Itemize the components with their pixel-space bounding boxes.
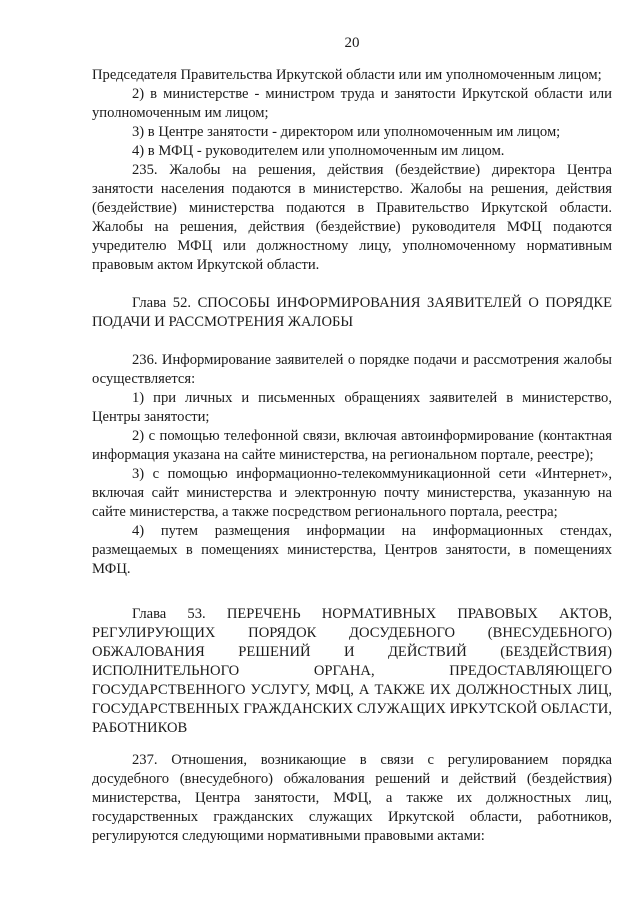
chapter-53 xyxy=(92,605,612,846)
chapter-52-body xyxy=(92,351,612,579)
chapter-52 xyxy=(92,294,612,579)
chapter-53-heading: Глава 53. ПЕРЕЧЕНЬ НОРМАТИВНЫХ ПРАВОВЫХ АКТОВ, РЕГУЛИРУЮЩИХ ПОРЯДОК ДОСУДЕБНОГО (ВНЕСУДЕБНОГО) ОБЖАЛОВАНИЯ РЕШЕНИЙ И ДЕЙСТВИЙ (БЕЗДЕЙСТВИЯ) ИСПОЛНИТЕЛЬНОГО ОРГАНА, ПРЕДОСТАВЛЯЮЩЕГО ГОСУДАРСТВЕННОГО УСЛУГУ, МФЦ, А ТАКЖЕ ИХ ДОЛЖНОСТНЫХ ЛИЦ, ГОСУДАРСТВЕННЫХ ГРАЖДАНСКИХ СЛУЖАЩИХ ИРКУТСКОЙ ОБЛАСТИ, РАБОТНИКОВ xyxy=(92,606,612,736)
list-item-telephone: 2) с помощью телефонной связи, включая автоинформирование (контактная информация указана на сайте министерства, на региональном портале, реестре); xyxy=(92,428,612,463)
section-complaint-handlers xyxy=(92,66,612,275)
paragraph-235: 235. Жалобы на решения, действия (бездействие) директора Центра занятости населения подаются в министерство. Жалобы на решения, действия (бездействие) министерства подаются в Правительство Иркутской области. Жалобы на решения, действия (бездействие) руководителя МФЦ подаются учредителю МФЦ или должностному лицу, уполномоченному нормативным правовым актом Иркутской области. xyxy=(92,162,612,273)
list-item-info-stands: 4) путем размещения информации на информационных стендах, размещаемых в помещениях министерства, Центров занятости, в помещениях МФЦ. xyxy=(92,523,612,577)
paragraph-employment-center-director: 3) в Центре занятости - директором или уполномоченным им лицом; xyxy=(132,124,561,140)
paragraph-237: 237. Отношения, возникающие в связи с регулированием порядка досудебного (внесудебного) обжалования решений и действий (бездействия) министерства, Центра занятости, МФЦ, а также их должностных лиц, государственных гражданских служащих Иркутской области, работников, регулируются следующими нормативными правовыми актами: xyxy=(92,752,612,844)
chapter-53-body xyxy=(92,751,612,846)
list-item-personal-appeals: 1) при личных и письменных обращениях заявителей в министерство, Центры занятости; xyxy=(92,390,612,425)
paragraph-236: 236. Информирование заявителей о порядке подачи и рассмотрения жалобы осуществляется: xyxy=(92,352,612,387)
chapter-52-heading: Глава 52. СПОСОБЫ ИНФОРМИРОВАНИЯ ЗАЯВИТЕЛЕЙ О ПОРЯДКЕ ПОДАЧИ И РАССМОТРЕНИЯ ЖАЛОБЫ xyxy=(92,295,612,330)
paragraph-governor-deputy: Председателя Правительства Иркутской области или им уполномоченным лицом; xyxy=(92,67,602,83)
list-item-internet: 3) с помощью информационно-телекоммуникационной сети «Интернет», включая сайт министерства и электронную почту министерства, указанную на сайте министерства, а также посредством регионального портала, реестра; xyxy=(92,466,612,520)
paragraph-ministry-minister: 2) в министерстве - министром труда и занятости Иркутской области или уполномоченным им лицом; xyxy=(92,86,612,121)
page-number: 20 xyxy=(344,35,360,51)
paragraph-mfc-head: 4) в МФЦ - руководителем или уполномоченным им лицом. xyxy=(132,143,505,159)
document-page xyxy=(92,34,612,846)
